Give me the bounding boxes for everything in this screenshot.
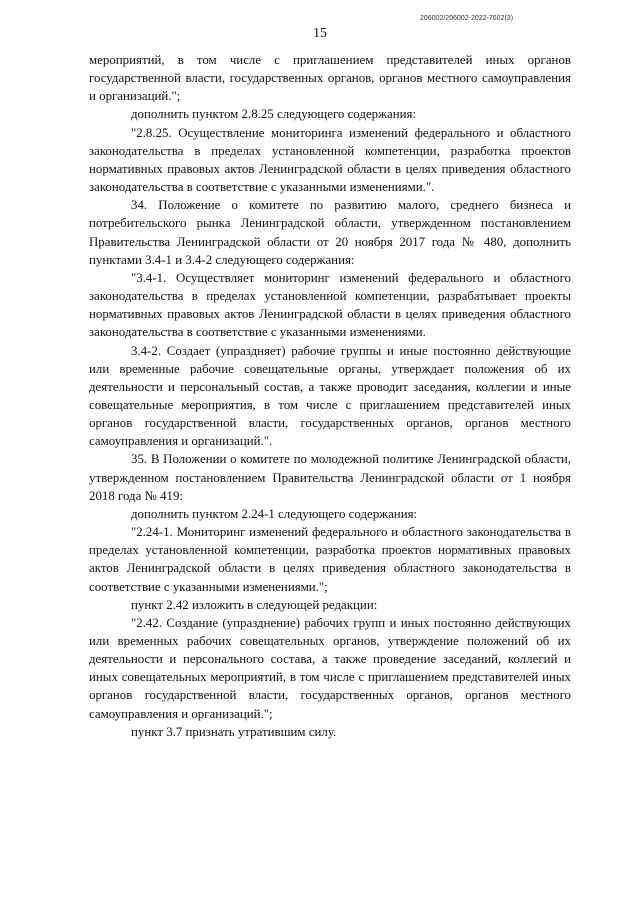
paragraph-instruction-2-42: пункт 2.42 изложить в следующей редакции: [131, 597, 378, 612]
paragraph-instruction-2-24-1: дополнить пунктом 2.24-1 следующего содержания: [131, 506, 418, 521]
paragraph-item-34: 34. Положение о комитете по развитию малого, среднего бизнеса и потребительского рынка Ленинградской области, утвержденном постановлением Правительства Ленинградской области от 20 ноября 2017 года № 480, дополнить пунктами 3.4-1 и 3.4-2 следующего содержания: [89, 198, 571, 267]
paragraph-instruction-2-8-25: дополнить пунктом 2.8.25 следующего содержания: [131, 107, 417, 122]
paragraph-clause-3-4-1: "3.4-1. Осуществляет мониторинг изменений федерального и областного законодательства в пределах установленной компетенции, разрабатывает проекты нормативных правовых актов Ленинградской области в целях приведения областного законодательства в соответствие с указанными изменениями. [89, 270, 571, 340]
paragraph-instruction-3-7: пункт 3.7 признать утратившим силу. [131, 724, 337, 739]
document-body [89, 51, 571, 741]
paragraph-clause-2-8-25: "2.8.25. Осуществление мониторинга изменений федерального и областного законодательства в пределах установленной компетенции, разработка проектов нормативных правовых актов Ленинградской области в целях приведения областного законодательства в соответствие с указанными изменениями.". [89, 125, 571, 195]
document-code: 206002/206002-2022-7602(3) [420, 15, 514, 22]
paragraph-item-35: 35. В Положении о комитете по молодежной политике Ленинградской области, утвержденном постановлением Правительства Ленинградской области от 1 ноября 2018 года № 419: [89, 452, 571, 503]
page-number: 15 [313, 26, 327, 41]
paragraph-continuation: мероприятий, в том числе с приглашением представителей иных органов государственной власти, государственных органов, органов местного самоуправления и организаций."; [89, 53, 571, 104]
paragraph-clause-2-42: "2.42. Создание (упразднение) рабочих групп и иных постоянно действующих или временных рабочих совещательных органов, утверждение положений об их деятельности и персонального состава, а также проведение заседаний, коллегий и иных совещательных мероприятий, в том числе с приглашением представителей иных органов государственной власти, государственных органов, органов местного самоуправления и организаций."; [89, 615, 571, 721]
paragraph-clause-3-4-2: 3.4-2. Создает (упраздняет) рабочие группы и иные постоянно действующие или временные рабочие совещательные органы, утверждает положения об их деятельности и персональный состав, а также проводит заседания, коллегии и иные совещательные мероприятия, в том числе с приглашением представителей иных органов государственной власти, государственных органов, органов местного самоуправления и организаций.". [89, 343, 571, 449]
paragraph-clause-2-24-1: "2.24-1. Мониторинг изменений федерального и областного законодательства в пределах установленной компетенции, разработка проектов нормативных правовых актов Ленинградской области в целях приведения областного законодательства в соответствие с указанными изменениями."; [89, 525, 571, 594]
